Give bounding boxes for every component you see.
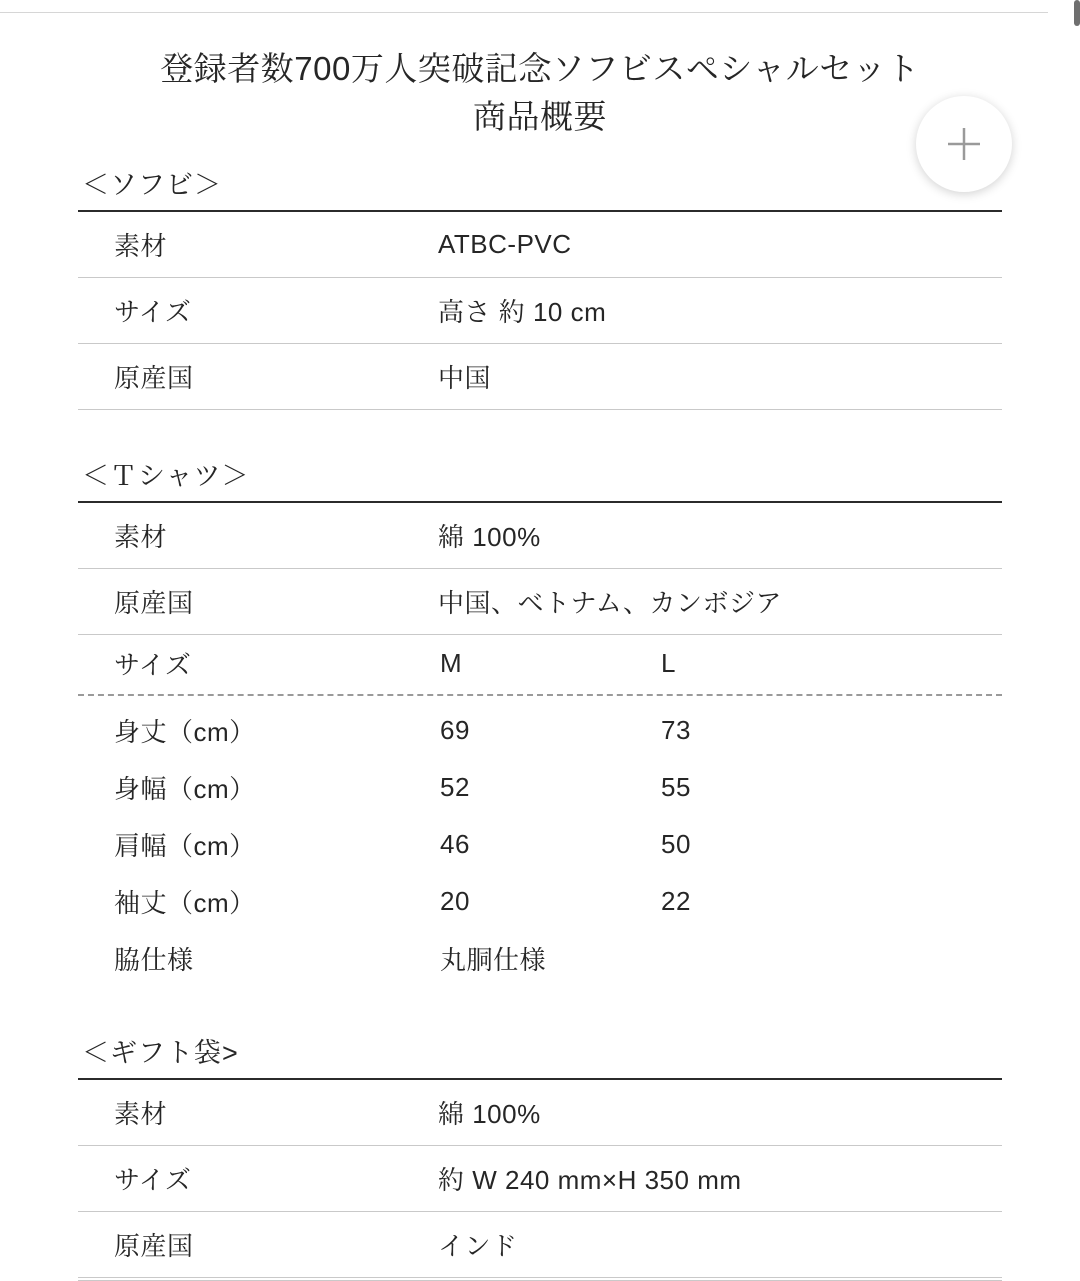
section-spacer — [78, 987, 1002, 1027]
table-row — [78, 759, 1002, 816]
size-chart-dashed-divider — [78, 694, 1002, 696]
spec-table-giftbag — [78, 1080, 1002, 1278]
table-row — [78, 816, 1002, 873]
measure-label: 身幅（cm） — [114, 773, 256, 804]
side-spec-value: 丸胴仕様 — [440, 944, 547, 975]
spec-table-tshirt — [78, 503, 1002, 635]
spec-table-sofubi — [78, 212, 1002, 410]
spec-label: サイズ — [78, 1145, 434, 1211]
side-spec-label: 脇仕様 — [114, 944, 194, 975]
table-row — [78, 277, 1002, 343]
plus-icon — [942, 122, 986, 166]
size-chart-tshirt — [78, 635, 1002, 694]
spec-content — [78, 159, 1002, 1281]
table-row — [78, 930, 1002, 987]
spec-value: 約 W 240 mm×H 350 mm — [434, 1145, 1002, 1211]
size-chart-header-row — [78, 635, 1002, 694]
size-column-l: L — [661, 647, 676, 678]
table-row — [78, 1211, 1002, 1277]
table-row — [78, 212, 1002, 278]
table-row — [78, 1145, 1002, 1211]
spec-value: 綿 100% — [434, 1080, 1002, 1146]
spec-label: 素材 — [78, 212, 434, 278]
measure-value-m: 46 — [440, 828, 470, 859]
spec-label: 原産国 — [78, 343, 434, 409]
size-column-m: M — [440, 647, 463, 678]
measure-label: 肩幅（cm） — [114, 830, 256, 861]
size-chart-measurements — [78, 702, 1002, 987]
page-title-line1: 登録者数700万人突破記念ソフビスペシャルセット — [160, 50, 920, 87]
table-row — [78, 568, 1002, 634]
spec-label: 素材 — [78, 1080, 434, 1146]
size-chart-label: サイズ — [114, 649, 192, 680]
measure-label: 袖丈（cm） — [114, 887, 256, 918]
spec-value: インド — [434, 1211, 1002, 1277]
measure-value-l: 55 — [661, 771, 691, 802]
measure-value-m: 69 — [440, 714, 470, 745]
spec-label: サイズ — [78, 277, 434, 343]
table-row — [78, 503, 1002, 569]
measure-value-l: 73 — [661, 714, 691, 745]
spec-label: 原産国 — [78, 568, 434, 634]
page-title-line2: 商品概要 — [473, 97, 607, 135]
spec-value: ATBC-PVC — [434, 212, 1002, 278]
spec-label: 素材 — [78, 503, 434, 569]
spec-value: 中国、ベトナム、カンボジア — [434, 568, 1002, 634]
table-row — [78, 702, 1002, 759]
spec-label: 原産国 — [78, 1211, 434, 1277]
spec-value: 中国 — [434, 343, 1002, 409]
table-row — [78, 1080, 1002, 1146]
section-header-sofubi: ＜ソフビ＞ — [78, 159, 1002, 212]
measure-value-l: 50 — [661, 828, 691, 859]
spec-value: 高さ 約 10 cm — [434, 277, 1002, 343]
section-spacer — [78, 410, 1002, 450]
section-header-tshirt: ＜Ｔシャツ＞ — [78, 450, 1002, 503]
page-title — [70, 45, 1010, 141]
zoom-in-button[interactable] — [916, 96, 1012, 192]
measure-value-m: 52 — [440, 771, 470, 802]
spec-value: 綿 100% — [434, 503, 1002, 569]
section-header-giftbag: ＜ギフト袋> — [78, 1027, 1002, 1080]
measure-label: 身丈（cm） — [114, 716, 256, 747]
table-row — [78, 873, 1002, 930]
measure-value-l: 22 — [661, 885, 691, 916]
measure-value-m: 20 — [440, 885, 470, 916]
table-row — [78, 343, 1002, 409]
